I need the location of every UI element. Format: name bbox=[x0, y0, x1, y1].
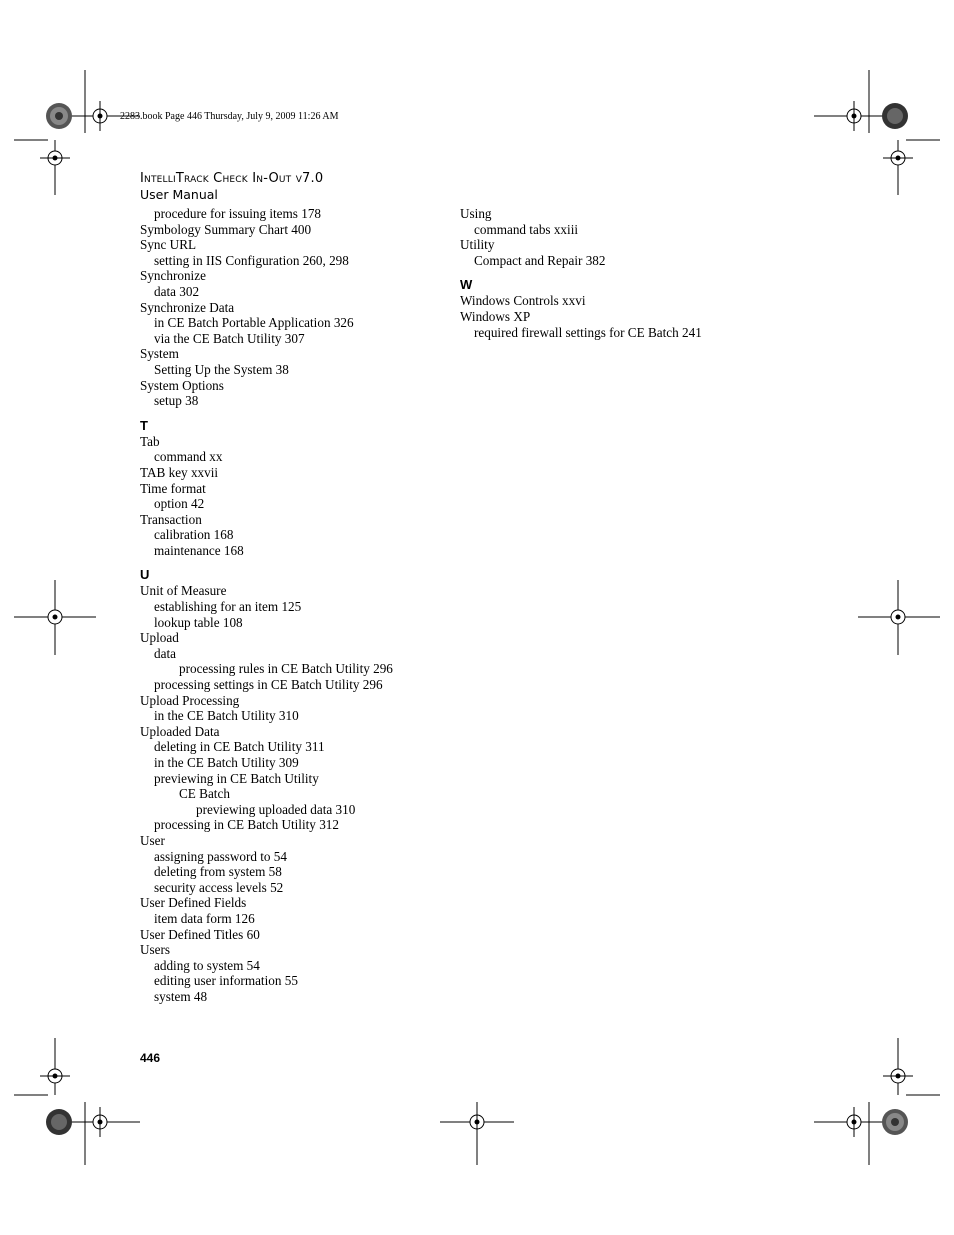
index-subentry: previewing uploaded data 310 bbox=[196, 801, 356, 817]
index-entry: Time format bbox=[140, 480, 206, 496]
index-subentry: adding to system 54 bbox=[154, 957, 260, 973]
index-subentry: Setting Up the System 38 bbox=[154, 361, 289, 377]
index-section-letter: T bbox=[140, 417, 148, 433]
index-subentry: previewing in CE Batch Utility bbox=[154, 770, 319, 786]
index-subentry: system 48 bbox=[154, 988, 208, 1004]
page-number: 446 bbox=[140, 1051, 161, 1065]
index-subentry: Compact and Repair 382 bbox=[474, 252, 606, 268]
index-subentry: in CE Batch Portable Application 326 bbox=[154, 315, 354, 331]
index-section-letter: W bbox=[460, 277, 473, 293]
index-subentry: setting in IIS Configuration 260, 298 bbox=[154, 252, 349, 268]
index-subentry: lookup table 108 bbox=[154, 614, 243, 630]
index-entry: Utility bbox=[460, 237, 495, 253]
index-entry: Sync URL bbox=[140, 237, 197, 253]
index-entry: Windows XP bbox=[460, 308, 531, 324]
index-subentry: processing settings in CE Batch Utility 296 bbox=[154, 677, 383, 693]
index-subentry: deleting from system 58 bbox=[154, 864, 282, 880]
index-entry: Synchronize bbox=[140, 268, 206, 284]
index-entry: Users bbox=[140, 942, 171, 958]
index-entry: System bbox=[140, 346, 179, 362]
index-subentry: editing user information 55 bbox=[154, 973, 298, 989]
index-subentry: setup 38 bbox=[154, 393, 199, 409]
index-subentry: CE Batch bbox=[179, 786, 230, 802]
index-subentry: data bbox=[154, 645, 176, 661]
book-subtitle: User Manual bbox=[140, 187, 218, 202]
index-entry: Uploaded Data bbox=[140, 723, 220, 739]
index-entry: Upload Processing bbox=[140, 692, 240, 708]
index-entry: TAB key xxvii bbox=[140, 464, 219, 480]
index-subentry: required firewall settings for CE Batch 241 bbox=[474, 324, 702, 340]
index-subentry: security access levels 52 bbox=[154, 879, 284, 895]
index-entry: Tab bbox=[140, 433, 160, 449]
running-header bbox=[140, 171, 323, 203]
index-entry: Transaction bbox=[140, 511, 202, 527]
index-subentry: establishing for an item 125 bbox=[154, 599, 302, 615]
index-entry: User Defined Titles 60 bbox=[140, 926, 260, 942]
index-subentry: item data form 126 bbox=[154, 910, 255, 926]
index-subentry: command xx bbox=[154, 449, 223, 465]
index-entry: Windows Controls xxvi bbox=[460, 293, 586, 309]
index-subentry: calibration 168 bbox=[154, 527, 234, 543]
index-entry: Using bbox=[460, 206, 492, 221]
index-subentry: deleting in CE Batch Utility 311 bbox=[154, 739, 325, 755]
index-subentry: assigning password to 54 bbox=[154, 848, 287, 864]
index-subentry: via the CE Batch Utility 307 bbox=[154, 330, 305, 346]
index-subentry: data 302 bbox=[154, 283, 200, 299]
index-column-right bbox=[460, 206, 702, 340]
index-entry: Symbology Summary Chart 400 bbox=[140, 221, 312, 237]
index-entry: Upload bbox=[140, 630, 179, 646]
index-entry: Unit of Measure bbox=[140, 583, 227, 599]
index-subentry: processing rules in CE Batch Utility 296 bbox=[179, 661, 393, 677]
index-subentry: command tabs xxiii bbox=[474, 221, 579, 237]
print-slug: 2283.book Page 446 Thursday, July 9, 2009 11:26 AM bbox=[120, 111, 339, 122]
index-subentry: option 42 bbox=[154, 496, 205, 512]
book-title: IntelliTrack Check In-Out v7.0 bbox=[140, 171, 324, 186]
index-entry: Synchronize Data bbox=[140, 299, 235, 315]
index-entry: User bbox=[140, 832, 165, 848]
index-subentry: maintenance 168 bbox=[154, 542, 244, 558]
index-subentry: in the CE Batch Utility 310 bbox=[154, 708, 299, 724]
index-subentry: processing in CE Batch Utility 312 bbox=[154, 817, 339, 833]
index-entry: System Options bbox=[140, 377, 224, 393]
index-column-left bbox=[140, 206, 393, 1005]
index-entry: User Defined Fields bbox=[140, 895, 247, 911]
index-section-letter: U bbox=[140, 567, 150, 583]
index-subentry: procedure for issuing items 178 bbox=[154, 206, 322, 221]
index-subentry: in the CE Batch Utility 309 bbox=[154, 755, 299, 770]
